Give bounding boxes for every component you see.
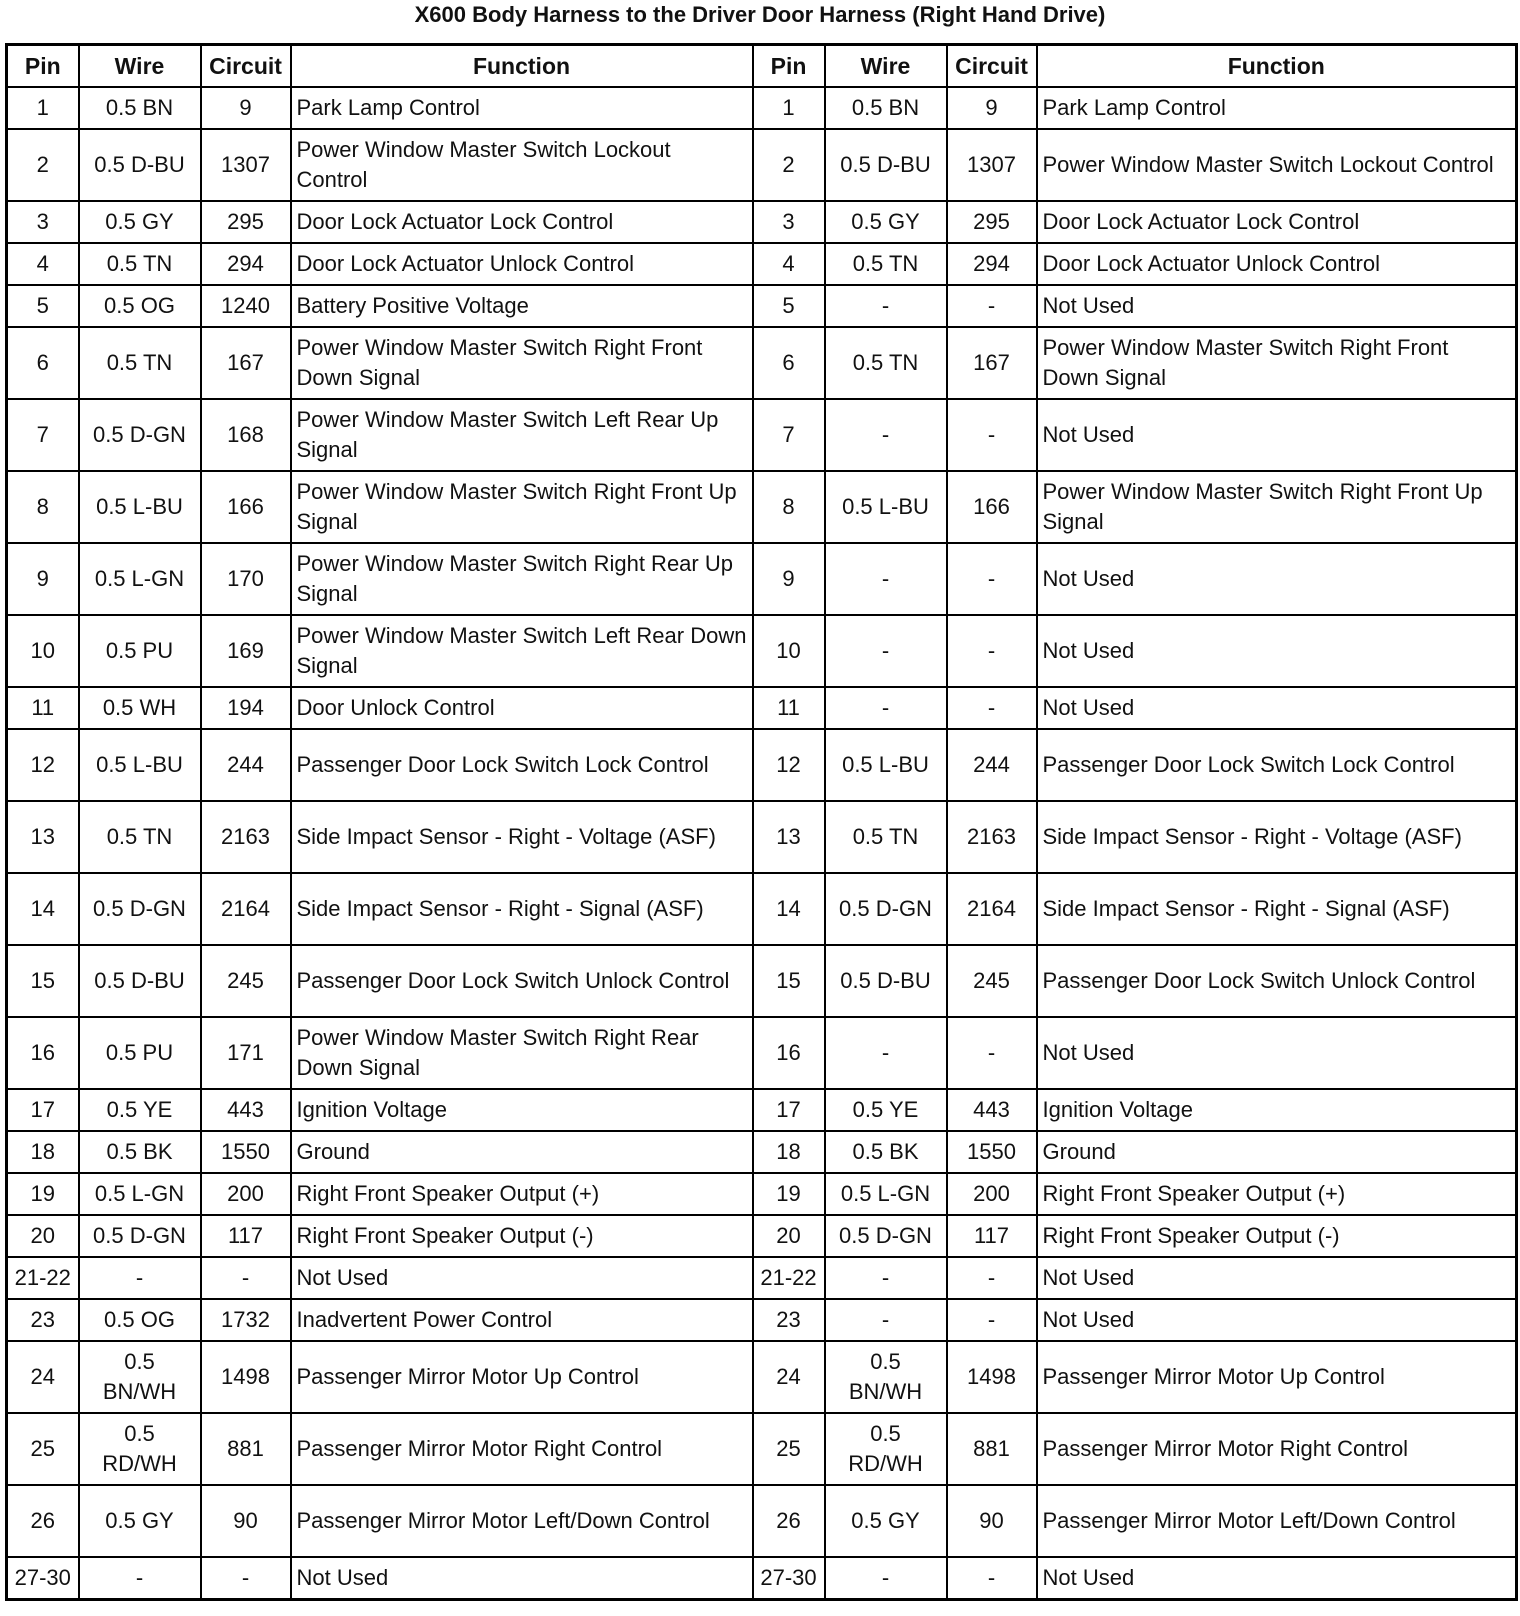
left-wire-cell: 0.5 OG [79, 1299, 201, 1341]
right-pin-cell: 14 [753, 873, 825, 945]
right-pin-cell: 17 [753, 1089, 825, 1131]
table-row [7, 1173, 1517, 1215]
left-function-cell: Power Window Master Switch Right Rear Up Signal [291, 543, 753, 615]
left-pin-cell: 5 [7, 285, 79, 327]
left-function-cell: Battery Positive Voltage [291, 285, 753, 327]
table-row [7, 87, 1517, 129]
left-pin-cell: 1 [7, 87, 79, 129]
table-body [7, 87, 1517, 1600]
right-wire-cell: 0.5 D-BU [825, 129, 947, 201]
table-row [7, 327, 1517, 399]
table-row [7, 1017, 1517, 1089]
left-wire-cell: 0.5 TN [79, 327, 201, 399]
connector-table-wrapper [5, 43, 1515, 1601]
header-function-right: Function [1037, 45, 1517, 88]
right-wire-cell: 0.5 D-GN [825, 1215, 947, 1257]
right-pin-cell: 11 [753, 687, 825, 729]
right-wire-cell: - [825, 399, 947, 471]
right-circuit-cell: - [947, 615, 1037, 687]
left-wire-cell: 0.5 GY [79, 201, 201, 243]
right-circuit-cell: - [947, 1557, 1037, 1600]
left-pin-cell: 7 [7, 399, 79, 471]
right-circuit-cell: 1498 [947, 1341, 1037, 1413]
left-pin-cell: 24 [7, 1341, 79, 1413]
right-wire-cell: 0.5 TN [825, 243, 947, 285]
left-wire-cell: 0.5 D-GN [79, 873, 201, 945]
right-pin-cell: 25 [753, 1413, 825, 1485]
right-wire-cell: 0.5 GY [825, 201, 947, 243]
table-row [7, 1257, 1517, 1299]
header-function-left: Function [291, 45, 753, 88]
right-circuit-cell: 2163 [947, 801, 1037, 873]
left-pin-cell: 19 [7, 1173, 79, 1215]
left-function-cell: Power Window Master Switch Right Front Down Signal [291, 327, 753, 399]
right-wire-cell: 0.5 L-GN [825, 1173, 947, 1215]
left-pin-cell: 8 [7, 471, 79, 543]
left-circuit-cell: 200 [201, 1173, 291, 1215]
table-row [7, 285, 1517, 327]
right-pin-cell: 24 [753, 1341, 825, 1413]
left-pin-cell: 9 [7, 543, 79, 615]
right-wire-cell: - [825, 1257, 947, 1299]
right-circuit-cell: 166 [947, 471, 1037, 543]
left-pin-cell: 10 [7, 615, 79, 687]
left-function-cell: Not Used [291, 1557, 753, 1600]
left-circuit-cell: 9 [201, 87, 291, 129]
right-pin-cell: 2 [753, 129, 825, 201]
right-pin-cell: 1 [753, 87, 825, 129]
table-row [7, 615, 1517, 687]
left-function-cell: Power Window Master Switch Lockout Control [291, 129, 753, 201]
left-circuit-cell: 1550 [201, 1131, 291, 1173]
table-row [7, 1089, 1517, 1131]
right-circuit-cell: 9 [947, 87, 1037, 129]
left-wire-cell: 0.5 D-BU [79, 945, 201, 1017]
left-wire-cell: 0.5 PU [79, 615, 201, 687]
right-wire-cell: - [825, 615, 947, 687]
left-wire-cell: 0.5 RD/WH [79, 1413, 201, 1485]
left-function-cell: Side Impact Sensor - Right - Signal (ASF) [291, 873, 753, 945]
left-function-cell: Door Lock Actuator Lock Control [291, 201, 753, 243]
right-circuit-cell: - [947, 1257, 1037, 1299]
left-function-cell: Door Unlock Control [291, 687, 753, 729]
header-wire-right: Wire [825, 45, 947, 88]
left-circuit-cell: 881 [201, 1413, 291, 1485]
table-row [7, 399, 1517, 471]
left-wire-cell: 0.5 PU [79, 1017, 201, 1089]
left-circuit-cell: 443 [201, 1089, 291, 1131]
right-pin-cell: 5 [753, 285, 825, 327]
left-pin-cell: 21-22 [7, 1257, 79, 1299]
left-circuit-cell: 194 [201, 687, 291, 729]
left-function-cell: Side Impact Sensor - Right - Voltage (ASF) [291, 801, 753, 873]
right-wire-cell: 0.5 L-BU [825, 729, 947, 801]
right-function-cell: Not Used [1037, 615, 1517, 687]
right-function-cell: Not Used [1037, 687, 1517, 729]
table-row [7, 1341, 1517, 1413]
left-function-cell: Right Front Speaker Output (-) [291, 1215, 753, 1257]
left-circuit-cell: 117 [201, 1215, 291, 1257]
left-circuit-cell: 244 [201, 729, 291, 801]
right-circuit-cell: 1550 [947, 1131, 1037, 1173]
right-pin-cell: 9 [753, 543, 825, 615]
left-circuit-cell: 294 [201, 243, 291, 285]
right-circuit-cell: 245 [947, 945, 1037, 1017]
left-function-cell: Ground [291, 1131, 753, 1173]
left-wire-cell: 0.5 WH [79, 687, 201, 729]
right-pin-cell: 26 [753, 1485, 825, 1557]
right-function-cell: Passenger Mirror Motor Up Control [1037, 1341, 1517, 1413]
right-function-cell: Park Lamp Control [1037, 87, 1517, 129]
left-function-cell: Passenger Mirror Motor Up Control [291, 1341, 753, 1413]
table-row [7, 1131, 1517, 1173]
left-wire-cell: 0.5 GY [79, 1485, 201, 1557]
right-pin-cell: 10 [753, 615, 825, 687]
left-function-cell: Passenger Mirror Motor Right Control [291, 1413, 753, 1485]
left-circuit-cell: 169 [201, 615, 291, 687]
left-function-cell: Right Front Speaker Output (+) [291, 1173, 753, 1215]
right-function-cell: Passenger Door Lock Switch Unlock Control [1037, 945, 1517, 1017]
left-circuit-cell: - [201, 1257, 291, 1299]
left-function-cell: Park Lamp Control [291, 87, 753, 129]
left-wire-cell: 0.5 L-BU [79, 471, 201, 543]
right-function-cell: Power Window Master Switch Lockout Control [1037, 129, 1517, 201]
right-function-cell: Not Used [1037, 1299, 1517, 1341]
right-circuit-cell: - [947, 1299, 1037, 1341]
left-pin-cell: 27-30 [7, 1557, 79, 1600]
left-wire-cell: 0.5 YE [79, 1089, 201, 1131]
left-wire-cell: 0.5 OG [79, 285, 201, 327]
left-function-cell: Door Lock Actuator Unlock Control [291, 243, 753, 285]
table-row [7, 729, 1517, 801]
right-function-cell: Not Used [1037, 1257, 1517, 1299]
left-circuit-cell: 90 [201, 1485, 291, 1557]
left-pin-cell: 4 [7, 243, 79, 285]
table-row [7, 1299, 1517, 1341]
right-wire-cell: 0.5 RD/WH [825, 1413, 947, 1485]
right-pin-cell: 21-22 [753, 1257, 825, 1299]
right-circuit-cell: 294 [947, 243, 1037, 285]
right-wire-cell: 0.5 GY [825, 1485, 947, 1557]
left-wire-cell: 0.5 TN [79, 243, 201, 285]
left-wire-cell: 0.5 TN [79, 801, 201, 873]
right-pin-cell: 13 [753, 801, 825, 873]
right-pin-cell: 15 [753, 945, 825, 1017]
left-circuit-cell: 295 [201, 201, 291, 243]
right-circuit-cell: 167 [947, 327, 1037, 399]
left-circuit-cell: 168 [201, 399, 291, 471]
right-function-cell: Not Used [1037, 543, 1517, 615]
left-circuit-cell: - [201, 1557, 291, 1600]
left-pin-cell: 26 [7, 1485, 79, 1557]
right-circuit-cell: - [947, 1017, 1037, 1089]
right-wire-cell: - [825, 285, 947, 327]
right-pin-cell: 7 [753, 399, 825, 471]
right-circuit-cell: 200 [947, 1173, 1037, 1215]
right-function-cell: Not Used [1037, 1017, 1517, 1089]
left-circuit-cell: 2163 [201, 801, 291, 873]
left-circuit-cell: 166 [201, 471, 291, 543]
left-circuit-cell: 1732 [201, 1299, 291, 1341]
header-pin-left: Pin [7, 45, 79, 88]
table-row [7, 873, 1517, 945]
right-wire-cell: - [825, 1299, 947, 1341]
left-pin-cell: 14 [7, 873, 79, 945]
left-wire-cell: 0.5 D-BU [79, 129, 201, 201]
left-pin-cell: 2 [7, 129, 79, 201]
right-wire-cell: - [825, 543, 947, 615]
page-title: X600 Body Harness to the Driver Door Harness (Right Hand Drive) [414, 2, 1106, 27]
left-pin-cell: 25 [7, 1413, 79, 1485]
left-function-cell: Passenger Door Lock Switch Lock Control [291, 729, 753, 801]
right-pin-cell: 6 [753, 327, 825, 399]
right-wire-cell: 0.5 BN [825, 87, 947, 129]
table-row [7, 1215, 1517, 1257]
right-function-cell: Not Used [1037, 1557, 1517, 1600]
right-wire-cell: - [825, 1557, 947, 1600]
left-function-cell: Power Window Master Switch Left Rear Down Signal [291, 615, 753, 687]
right-function-cell: Passenger Mirror Motor Left/Down Control [1037, 1485, 1517, 1557]
right-wire-cell: 0.5 YE [825, 1089, 947, 1131]
right-circuit-cell: - [947, 687, 1037, 729]
table-row [7, 243, 1517, 285]
right-pin-cell: 23 [753, 1299, 825, 1341]
right-function-cell: Right Front Speaker Output (+) [1037, 1173, 1517, 1215]
left-circuit-cell: 171 [201, 1017, 291, 1089]
table-row [7, 1413, 1517, 1485]
right-pin-cell: 27-30 [753, 1557, 825, 1600]
header-pin-right: Pin [753, 45, 825, 88]
right-function-cell: Passenger Door Lock Switch Lock Control [1037, 729, 1517, 801]
table-row [7, 543, 1517, 615]
header-circuit-right: Circuit [947, 45, 1037, 88]
right-circuit-cell: - [947, 543, 1037, 615]
right-circuit-cell: 1307 [947, 129, 1037, 201]
header-circuit-left: Circuit [201, 45, 291, 88]
right-function-cell: Side Impact Sensor - Right - Voltage (ASF) [1037, 801, 1517, 873]
left-circuit-cell: 1240 [201, 285, 291, 327]
left-pin-cell: 3 [7, 201, 79, 243]
left-function-cell: Ignition Voltage [291, 1089, 753, 1131]
table-row [7, 201, 1517, 243]
left-circuit-cell: 1307 [201, 129, 291, 201]
right-function-cell: Ground [1037, 1131, 1517, 1173]
right-function-cell: Not Used [1037, 285, 1517, 327]
table-row [7, 1485, 1517, 1557]
right-circuit-cell: - [947, 399, 1037, 471]
left-wire-cell: 0.5 L-GN [79, 1173, 201, 1215]
right-circuit-cell: 2164 [947, 873, 1037, 945]
right-circuit-cell: 295 [947, 201, 1037, 243]
left-function-cell: Passenger Door Lock Switch Unlock Control [291, 945, 753, 1017]
right-pin-cell: 3 [753, 201, 825, 243]
right-wire-cell: - [825, 687, 947, 729]
left-wire-cell: 0.5 BN [79, 87, 201, 129]
right-wire-cell: 0.5 D-BU [825, 945, 947, 1017]
right-function-cell: Ignition Voltage [1037, 1089, 1517, 1131]
right-function-cell: Side Impact Sensor - Right - Signal (ASF) [1037, 873, 1517, 945]
right-pin-cell: 12 [753, 729, 825, 801]
right-function-cell: Power Window Master Switch Right Front Up Signal [1037, 471, 1517, 543]
header-wire-left: Wire [79, 45, 201, 88]
right-function-cell: Right Front Speaker Output (-) [1037, 1215, 1517, 1257]
right-wire-cell: 0.5 BN/WH [825, 1341, 947, 1413]
right-circuit-cell: 117 [947, 1215, 1037, 1257]
left-pin-cell: 6 [7, 327, 79, 399]
left-pin-cell: 18 [7, 1131, 79, 1173]
left-function-cell: Not Used [291, 1257, 753, 1299]
left-pin-cell: 17 [7, 1089, 79, 1131]
right-wire-cell: 0.5 TN [825, 801, 947, 873]
left-circuit-cell: 2164 [201, 873, 291, 945]
right-function-cell: Passenger Mirror Motor Right Control [1037, 1413, 1517, 1485]
left-circuit-cell: 245 [201, 945, 291, 1017]
left-wire-cell: 0.5 D-GN [79, 399, 201, 471]
left-pin-cell: 20 [7, 1215, 79, 1257]
right-circuit-cell: 90 [947, 1485, 1037, 1557]
left-function-cell: Power Window Master Switch Right Front Up Signal [291, 471, 753, 543]
left-pin-cell: 16 [7, 1017, 79, 1089]
right-wire-cell: 0.5 BK [825, 1131, 947, 1173]
table-row [7, 801, 1517, 873]
left-circuit-cell: 170 [201, 543, 291, 615]
right-wire-cell: 0.5 D-GN [825, 873, 947, 945]
right-pin-cell: 20 [753, 1215, 825, 1257]
table-row [7, 471, 1517, 543]
left-pin-cell: 12 [7, 729, 79, 801]
right-function-cell: Power Window Master Switch Right Front Down Signal [1037, 327, 1517, 399]
left-pin-cell: 15 [7, 945, 79, 1017]
table-row [7, 945, 1517, 1017]
right-circuit-cell: 244 [947, 729, 1037, 801]
right-wire-cell: 0.5 TN [825, 327, 947, 399]
left-function-cell: Passenger Mirror Motor Left/Down Control [291, 1485, 753, 1557]
left-wire-cell: 0.5 L-BU [79, 729, 201, 801]
table-row [7, 129, 1517, 201]
left-function-cell: Power Window Master Switch Right Rear Down Signal [291, 1017, 753, 1089]
right-circuit-cell: 443 [947, 1089, 1037, 1131]
left-circuit-cell: 1498 [201, 1341, 291, 1413]
left-function-cell: Inadvertent Power Control [291, 1299, 753, 1341]
right-pin-cell: 18 [753, 1131, 825, 1173]
left-wire-cell: 0.5 BN/WH [79, 1341, 201, 1413]
right-function-cell: Door Lock Actuator Unlock Control [1037, 243, 1517, 285]
table-row [7, 687, 1517, 729]
right-function-cell: Door Lock Actuator Lock Control [1037, 201, 1517, 243]
right-wire-cell: 0.5 L-BU [825, 471, 947, 543]
right-wire-cell: - [825, 1017, 947, 1089]
left-function-cell: Power Window Master Switch Left Rear Up Signal [291, 399, 753, 471]
left-pin-cell: 11 [7, 687, 79, 729]
right-pin-cell: 16 [753, 1017, 825, 1089]
left-wire-cell: - [79, 1557, 201, 1600]
left-wire-cell: 0.5 D-GN [79, 1215, 201, 1257]
left-wire-cell: - [79, 1257, 201, 1299]
right-pin-cell: 8 [753, 471, 825, 543]
table-header-row [7, 45, 1517, 88]
left-pin-cell: 13 [7, 801, 79, 873]
right-circuit-cell: 881 [947, 1413, 1037, 1485]
connector-pinout-table [5, 43, 1518, 1601]
right-function-cell: Not Used [1037, 399, 1517, 471]
left-pin-cell: 23 [7, 1299, 79, 1341]
left-wire-cell: 0.5 L-GN [79, 543, 201, 615]
right-pin-cell: 4 [753, 243, 825, 285]
left-wire-cell: 0.5 BK [79, 1131, 201, 1173]
right-circuit-cell: - [947, 285, 1037, 327]
table-row [7, 1557, 1517, 1600]
left-circuit-cell: 167 [201, 327, 291, 399]
right-pin-cell: 19 [753, 1173, 825, 1215]
